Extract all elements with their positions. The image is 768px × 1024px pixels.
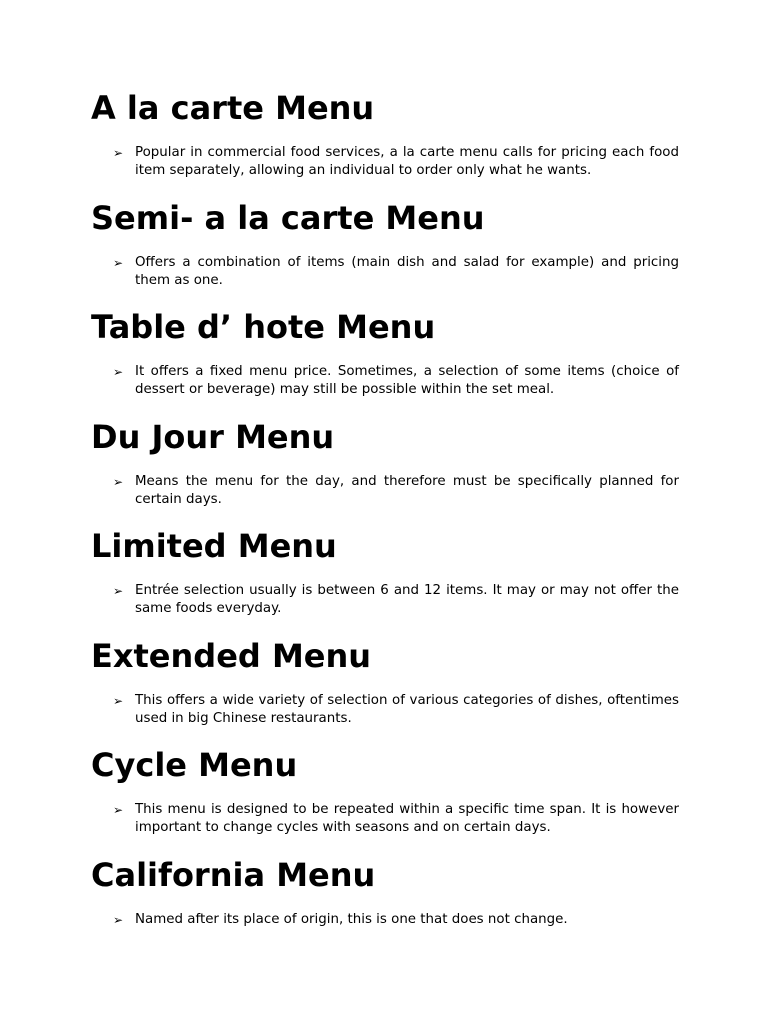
section-heading: California Menu bbox=[91, 856, 376, 894]
bullet-item bbox=[91, 911, 679, 929]
section-du-jour bbox=[91, 419, 679, 509]
section-cycle bbox=[91, 747, 679, 837]
bullet-item bbox=[91, 363, 679, 399]
section-table-d-hote bbox=[91, 309, 679, 399]
bullet-item bbox=[91, 692, 679, 728]
bullet-text: Popular in commercial food services, a la carte menu calls for pricing each food item separately, allowing an individual to order only what he wants. bbox=[135, 145, 679, 178]
arrow-bullet-icon: ➢ bbox=[113, 365, 124, 379]
bullet-item bbox=[91, 582, 679, 618]
section-heading: Table d’ hote Menu bbox=[91, 308, 436, 346]
arrow-bullet-icon: ➢ bbox=[113, 256, 124, 270]
section-heading: Extended Menu bbox=[91, 637, 372, 675]
section-california bbox=[91, 857, 679, 929]
bullet-item bbox=[91, 473, 679, 509]
arrow-bullet-icon: ➢ bbox=[113, 913, 124, 927]
bullet-item bbox=[91, 801, 679, 837]
arrow-bullet-icon: ➢ bbox=[113, 584, 124, 598]
section-a-la-carte bbox=[91, 90, 679, 180]
section-limited bbox=[91, 528, 679, 618]
bullet-text: This offers a wide variety of selection of various categories of dishes, oftentimes used in big Chinese restaurants. bbox=[135, 693, 679, 726]
arrow-bullet-icon: ➢ bbox=[113, 803, 124, 817]
arrow-bullet-icon: ➢ bbox=[113, 146, 124, 160]
bullet-text: It offers a fixed menu price. Sometimes, a selection of some items (choice of dessert or beverage) may still be possible within the set meal. bbox=[135, 364, 679, 397]
bullet-text: Means the menu for the day, and therefore must be specifically planned for certain days. bbox=[135, 474, 679, 507]
arrow-bullet-icon: ➢ bbox=[113, 475, 124, 489]
bullet-item bbox=[91, 144, 679, 180]
bullet-text: Entrée selection usually is between 6 and 12 items. It may or may not offer the same foods everyday. bbox=[135, 583, 679, 616]
section-heading: Semi- a la carte Menu bbox=[91, 199, 485, 237]
section-extended bbox=[91, 638, 679, 728]
section-heading: A la carte Menu bbox=[91, 89, 375, 127]
section-semi-a-la-carte bbox=[91, 200, 679, 290]
bullet-text: Offers a combination of items (main dish and salad for example) and pricing them as one. bbox=[135, 255, 679, 288]
section-heading: Limited Menu bbox=[91, 527, 337, 565]
section-heading: Du Jour Menu bbox=[91, 418, 335, 456]
bullet-text: Named after its place of origin, this is one that does not change. bbox=[135, 912, 568, 927]
bullet-text: This menu is designed to be repeated within a specific time span. It is however important to change cycles with seasons and on certain days. bbox=[135, 802, 679, 835]
section-heading: Cycle Menu bbox=[91, 746, 298, 784]
arrow-bullet-icon: ➢ bbox=[113, 694, 124, 708]
bullet-item bbox=[91, 254, 679, 290]
